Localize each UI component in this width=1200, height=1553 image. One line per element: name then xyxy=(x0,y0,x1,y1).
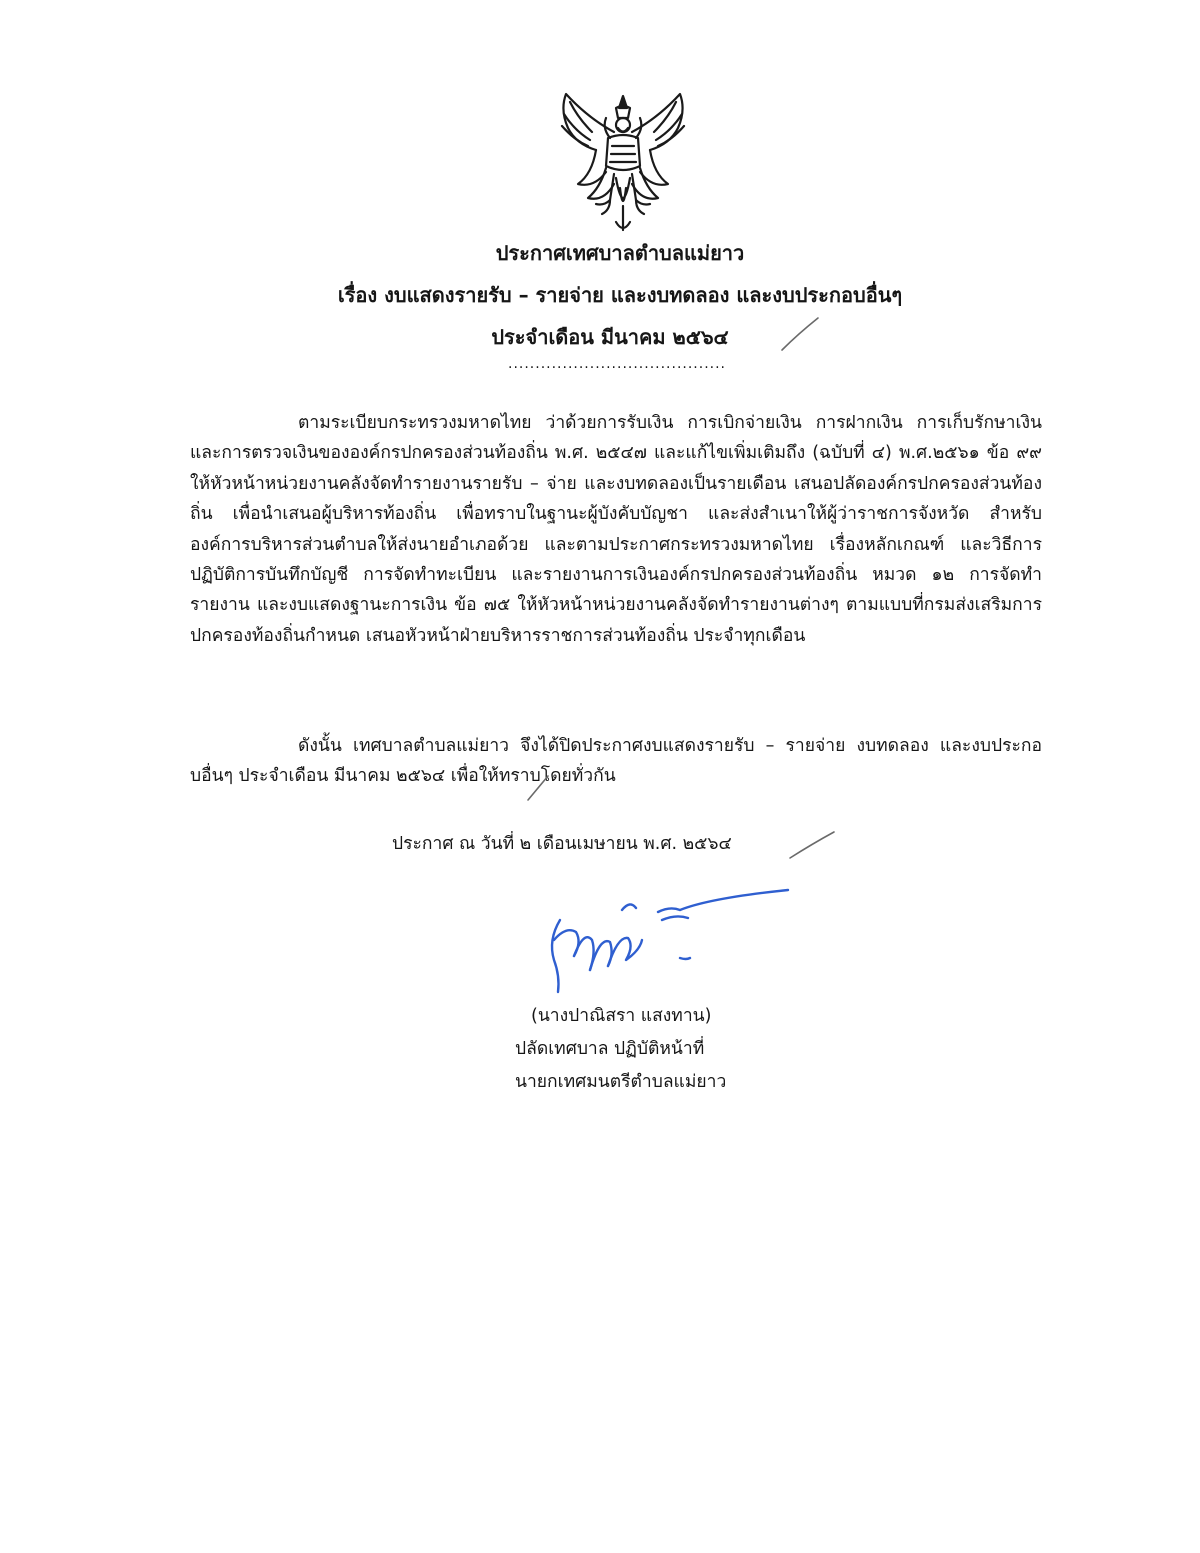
dotted-divider: ........................................ xyxy=(508,356,727,372)
body-paragraph-2: ดังนั้น เทศบาลตำบลแม่ยาว จึงได้ปิดประกาศงบแสดงรายรับ – รายจ่าย งบทดลอง และงบประกอบอื่นๆ ประจำเดือน มีนาคม ๒๕๖๔ เพื่อให้ทราบโดยทั่วกัน xyxy=(190,736,1042,787)
signatory-acting-for: นายกเทศมนตรีตำบลแม่ยาว xyxy=(515,1072,727,1092)
body-paragraph-1: ตามระเบียบกระทรวงมหาดไทย ว่าด้วยการรับเงิน การเบิกจ่ายเงิน การฝากเงิน การเก็บรักษาเงิน และการตรวจเงินขององค์กรปกครองส่วนท้องถิ่น พ.ศ. ๒๕๔๗ และแก้ไขเพิ่มเติมถึง (ฉบับที่ ๔) พ.ศ.๒๕๖๑ ข้อ ๙๙ ให้หัวหน้าหน่วยงานคลังจัดทำรายงานรายรับ – จ่าย และงบทดลองเป็นรายเดือน เสนอปลัดองค์กรปกครองส่วนท้องถิ่น เพื่อนำเสนอผู้บริหารท้องถิ่น เพื่อทราบในฐานะผู้บังคับบัญชา และส่งสำเนาให้ผู้ว่าราชการจังหวัด สำหรับองค์การบริหารส่วนตำบลให้ส่งนายอำเภอด้วย และตามประกาศกระทรวงมหาดไทย เรื่องหลักเกณฑ์ และวิธีการปฏิบัติการบันทึกบัญชี การจัดทำทะเบียน และรายงานการเงินองค์กรปกครองส่วนท้องถิ่น หมวด ๑๒ การจัดทำรายงาน และงบแสดงฐานะการเงิน ข้อ ๗๕ ให้หัวหน้าหน่วยงานคลังจัดทำรายงานต่างๆ ตามแบบที่กรมส่งเสริมการปกครองท้องถิ่นกำหนด เสนอหัวหน้าฝ่ายบริหารราชการส่วนท้องถิ่น ประจำทุกเดือน xyxy=(190,413,1042,646)
announcement-dateline: ประกาศ ณ วันที่ ๒ เดือนเมษายน พ.ศ. ๒๕๖๔ xyxy=(392,834,732,854)
announcement-period: ประจำเดือน มีนาคม ๒๕๖๔ xyxy=(491,325,729,349)
handwritten-signature xyxy=(530,880,800,1010)
announcement-title: ประกาศเทศบาลตำบลแม่ยาว xyxy=(495,241,745,265)
announcement-subject: เรื่อง งบแสดงรายรับ – รายจ่าย และงบทดลอง และงบประกอบอื่นๆ xyxy=(337,283,903,307)
signatory-name: (นางปาณิสรา แสงทาน) xyxy=(531,1006,712,1026)
signatory-position: ปลัดเทศบาล ปฏิบัติหน้าที่ xyxy=(515,1039,705,1059)
signatory-block xyxy=(515,1000,726,1099)
garuda-emblem-icon xyxy=(548,88,698,238)
